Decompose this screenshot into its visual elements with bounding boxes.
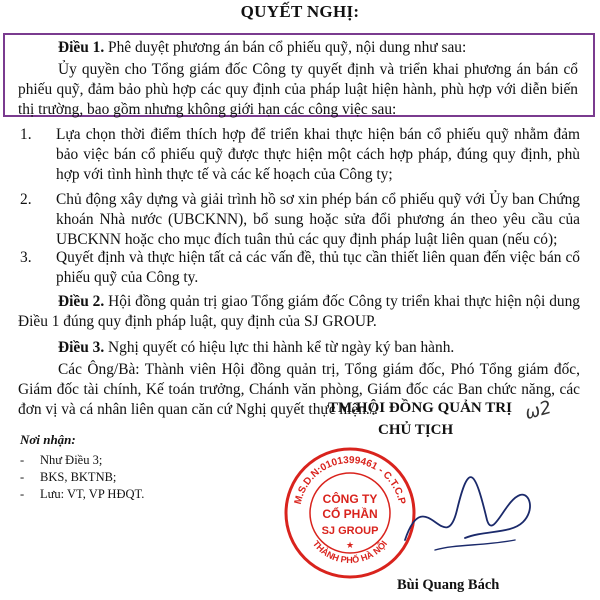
resolution-heading: QUYẾT NGHỊ: bbox=[240, 2, 360, 21]
item-2-text: Chủ động xây dựng và giải trình hồ sơ xin phép bán cổ phiếu quỹ với Ủy ban Chứng khoán Nhà nước (UBCKNN), bổ sung hoặc sửa đổi phương án theo yêu cầu của UBCKNN hoặc cho mục đích tuân thủ các quy định pháp luật liên quan (nếu có); bbox=[56, 191, 580, 248]
receiver-item: - Lưu: VT, VP HĐQT. bbox=[20, 487, 145, 501]
signatory-name: Bùi Quang Bách bbox=[397, 577, 500, 593]
article-2 bbox=[18, 292, 580, 332]
receiver-item: - Như Điều 3; bbox=[20, 453, 103, 467]
receiver-item-text: BKS, BKTNB; bbox=[40, 470, 117, 484]
item-1-number: 1. bbox=[20, 126, 32, 143]
svg-text:SJ GROUP: SJ GROUP bbox=[321, 525, 379, 537]
svg-text:★: ★ bbox=[345, 540, 355, 550]
item-1-text: Lựa chọn thời điểm thích hợp để triển khai thực hiện bán cổ phiếu quỹ nhằm đảm bảo việc bán cổ phiếu quỹ được thực hiện một cách hợp pháp, đúng quy định, phù hợp với tình hình thực tế và các kế hoạch của Công ty; bbox=[56, 126, 580, 183]
article-3-text: Nghị quyết có hiệu lực thi hành kể từ ngày ký ban hành. bbox=[104, 339, 455, 356]
article-2-label: Điều 2. bbox=[58, 293, 105, 310]
article-2-text: Hội đồng quản trị giao Tổng giám đốc Công ty triển khai thực hiện nội dung Điều 1 đúng quy định pháp luật, quy định của SJ GROUP. bbox=[18, 293, 580, 330]
handwritten-initials: ω2 bbox=[522, 396, 554, 425]
article-1-text: Phê duyệt phương án bán cổ phiếu quỹ, nội dung như sau: bbox=[104, 39, 467, 56]
article-1-authorization: Ủy quyền cho Tổng giám đốc Công ty quyết định và triển khai phương án bán cổ phiếu quỹ, đảm bảo phù hợp các quy định của pháp luật hiện hành, phù hợp với diễn biến thị trường, bao gồm nhưng không giới hạn các công việc sau: bbox=[18, 61, 578, 118]
svg-text:CÔNG TY: CÔNG TY bbox=[322, 492, 378, 506]
svg-text:M.S.D.N:0101399461 - C.T.C.P: M.S.D.N:0101399461 - C.T.C.P bbox=[292, 454, 408, 506]
item-2-number: 2. bbox=[20, 191, 32, 208]
article-3-recipients: Các Ông/Bà: Thành viên Hội đồng quản trị, Tổng giám đốc, Phó Tổng giám đốc, Giám đốc tài chính, Kế toán trưởng, Chánh văn phòng, Giám đốc các Ban chức năng, các đơn vị và cá nhân liên quan căn cứ Nghị quyết thực hiện./. bbox=[18, 361, 580, 418]
receiver-item: - BKS, BKTNB; bbox=[20, 470, 117, 484]
svg-text:CỔ PHẦN: CỔ PHẦN bbox=[322, 507, 378, 521]
receiver-item-text: Như Điều 3; bbox=[40, 453, 103, 467]
signatory-organization: TM.HỘI ĐỒNG QUẢN TRỊ bbox=[328, 400, 512, 416]
item-3-text: Quyết định và thực hiện tất cả các vấn đề, thủ tục cần thiết liên quan đến việc bán cổ phiếu quỹ của Công ty. bbox=[56, 249, 580, 286]
receiver-item-text: Lưu: VT, VP HĐQT. bbox=[40, 487, 145, 501]
handwritten-signature bbox=[395, 460, 545, 570]
item-3-number: 3. bbox=[20, 249, 32, 266]
receivers-title: Nơi nhận: bbox=[20, 432, 76, 447]
article-1-label: Điều 1. bbox=[58, 39, 105, 56]
article-3 bbox=[18, 338, 580, 358]
svg-text:THÀNH PHỐ HÀ NỘI: THÀNH PHỐ HÀ NỘI bbox=[310, 538, 390, 566]
article-1-heading bbox=[18, 38, 578, 58]
article-3-label: Điều 3. bbox=[58, 339, 105, 356]
signatory-role: CHỦ TỊCH bbox=[378, 422, 454, 438]
